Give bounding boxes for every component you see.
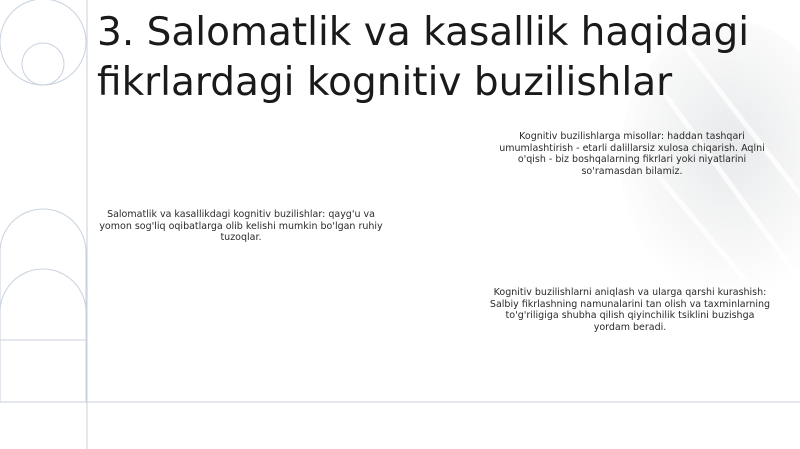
arch-ornament-lower [0, 269, 86, 312]
inner-circle-ornament [22, 43, 64, 85]
slide-title: 3. Salomatlik va kasallik haqidagi fikrlardagi kognitiv buzilishlar [97, 10, 750, 105]
countering-paragraph: Kognitiv buzilishlarni aniqlash va ularga qarshi kurashish: Salbiy fikrlashning namunalarini tan olish va taxminlarning to'g'riligiga shubha qilish qiyinchilik tsiklini buzishga yordam beradi. [489, 287, 771, 333]
examples-paragraph: Kognitiv buzilishlarga misollar: haddan tashqari umumlashtirish - etarli dalillarsiz xulosa chiqarish. Aqlni o'qish - biz boshqalarning fikrlari yoki niyatlarini so'ramasdan bilamiz. [499, 131, 765, 177]
arch-ornament-upper [0, 209, 86, 402]
definition-paragraph: Salomatlik va kasallikdagi kognitiv buzilishlar: qayg'u va yomon sog'liq oqibatlarga olib kelishi mumkin bo'lgan ruhiy tuzoqlar. [99, 209, 383, 243]
